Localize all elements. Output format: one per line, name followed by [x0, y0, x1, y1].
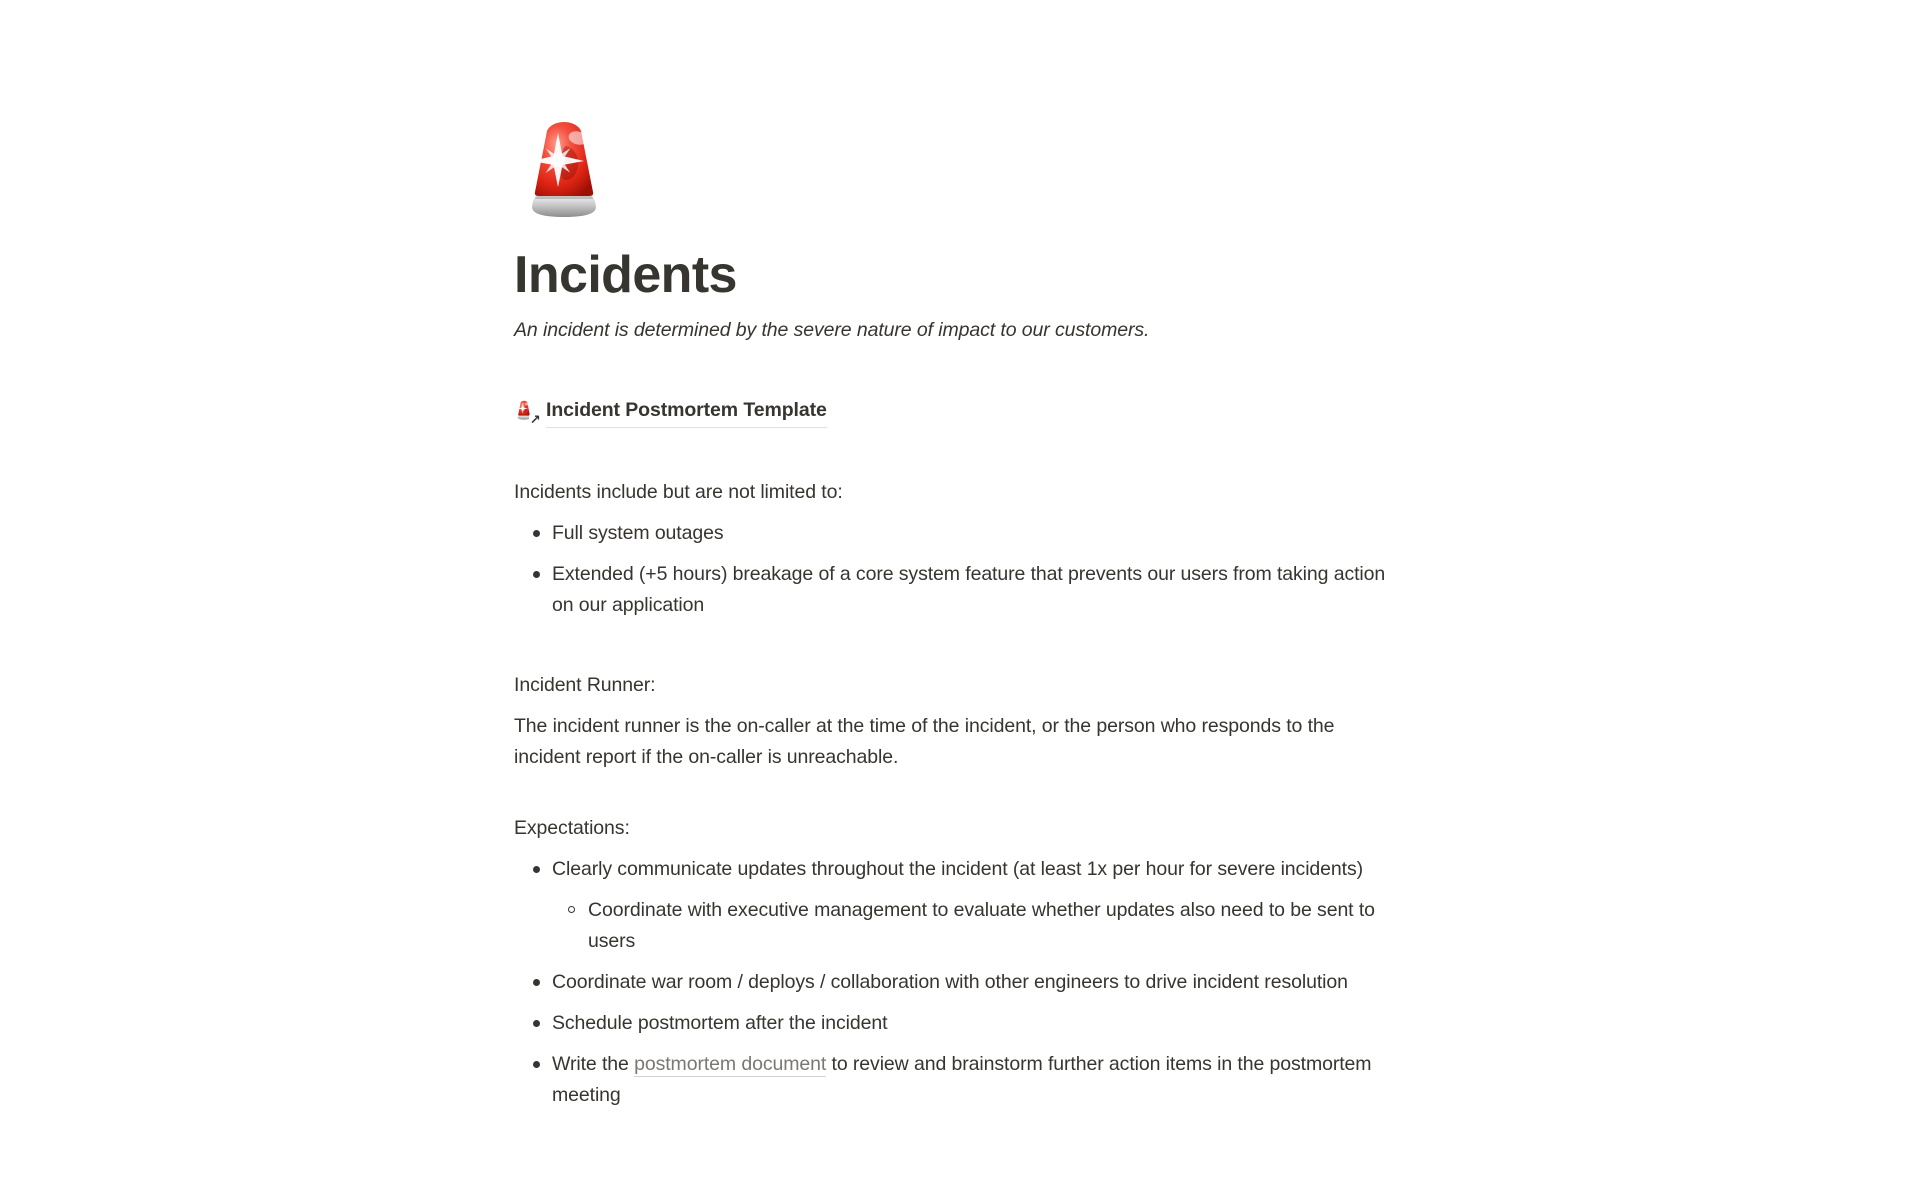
- bullet-icon: [533, 571, 540, 578]
- list-item-text: Clearly communicate updates throughout the incident (at least 1x per hour for severe incidents): [552, 858, 1364, 880]
- list-item: [514, 967, 1406, 998]
- bullet-icon: [533, 1061, 540, 1068]
- link-arrow-icon: ↗: [529, 411, 541, 427]
- list-item-text: Schedule postmortem after the incident: [552, 1012, 888, 1034]
- list-item-text-prefix: Write the: [552, 1053, 635, 1075]
- list-item: [514, 1049, 1406, 1111]
- intro-lead-text: Incidents include but are not limited to:: [514, 481, 843, 503]
- empty-block: [514, 438, 1406, 467]
- bullet-icon: [533, 866, 540, 873]
- page-title: Incidents: [514, 246, 737, 304]
- list-item-text: Extended (+5 hours) breakage of a core system feature that prevents our users from taking action on our application: [552, 563, 1386, 616]
- siren-emoji-icon: [514, 118, 614, 224]
- document-page: [514, 0, 1406, 1111]
- incident-postmortem-template-link[interactable]: [514, 395, 827, 428]
- list-item: [514, 559, 1406, 621]
- page-subtitle: An incident is determined by the severe nature of impact to our customers.: [514, 319, 1150, 341]
- list-item-text: [552, 1049, 1406, 1111]
- bullet-icon: [533, 979, 540, 986]
- empty-block: [514, 631, 1406, 660]
- expectations-heading: Expectations:: [514, 817, 630, 839]
- hollow-bullet-icon: [568, 906, 575, 913]
- siren-page-icon: [514, 400, 541, 427]
- page-link-label: Incident Postmortem Template: [546, 395, 827, 428]
- list-item: [514, 1008, 1406, 1039]
- empty-block: [514, 783, 1406, 803]
- bullet-icon: [533, 1020, 540, 1027]
- empty-block: [514, 356, 1406, 385]
- list-item-text: Coordinate war room / deploys / collaboration with other engineers to drive incident resolution: [552, 971, 1348, 993]
- sub-list-item-text: Coordinate with executive management to evaluate whether updates also need to be sent to users: [588, 899, 1375, 952]
- list-item: [514, 518, 1406, 549]
- list-item: [514, 854, 1406, 885]
- list-item-text: Full system outages: [552, 522, 724, 544]
- page-icon[interactable]: [514, 118, 1406, 224]
- postmortem-document-link[interactable]: postmortem document: [634, 1053, 827, 1075]
- bullet-icon: [533, 530, 540, 537]
- list-item-text-suffix: to review and brainstorm further action items in the postmortem meeting: [552, 1053, 1372, 1106]
- sub-list-item: [552, 895, 1406, 957]
- incident-runner-body: The incident runner is the on-caller at the time of the incident, or the person who responds to the incident report if the on-caller is unreachable.: [514, 715, 1335, 768]
- incident-runner-heading: Incident Runner:: [514, 674, 656, 696]
